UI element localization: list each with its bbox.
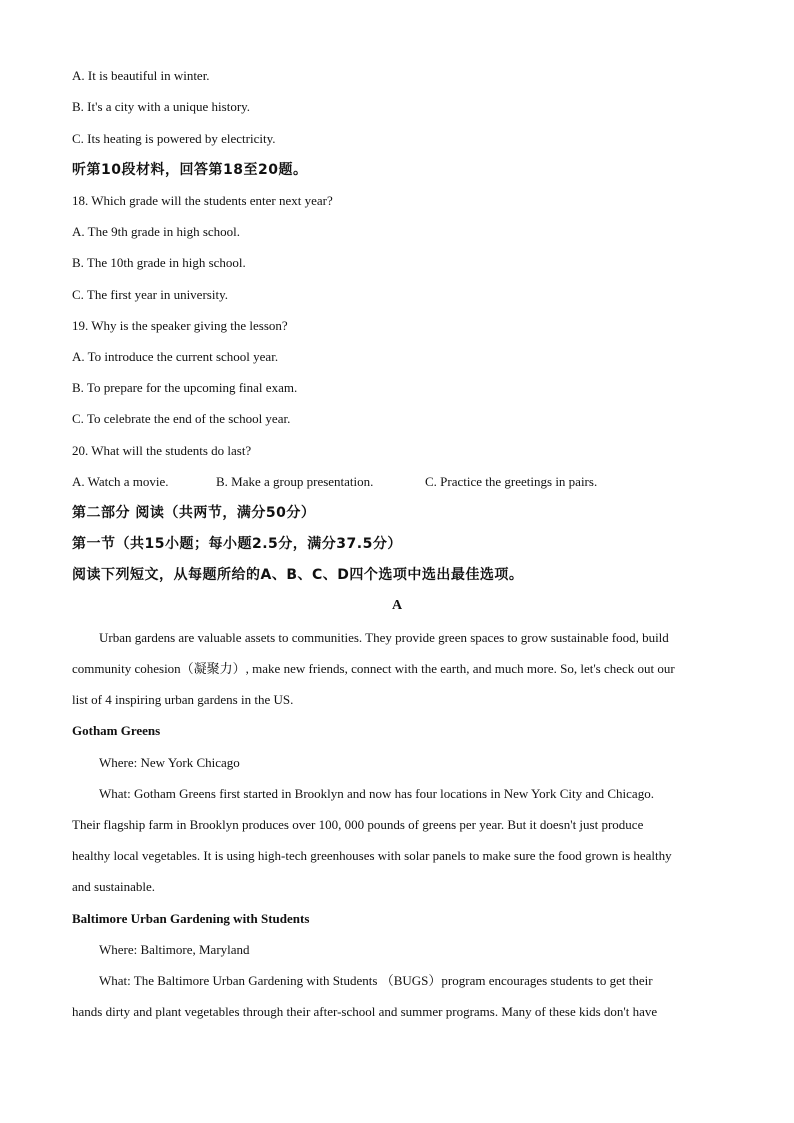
garden-what-line: What: Gotham Greens first started in Brooklyn and now has four locations in New York City and Chicago. <box>99 786 654 801</box>
garden-what-line: and sustainable. <box>72 879 156 894</box>
garden-where: Where: New York Chicago <box>99 755 240 770</box>
q20-option-c: C. Practice the greetings in pairs. <box>425 474 598 489</box>
passage-intro-line: community cohesion（凝聚力）, make new friends, connect with the earth, and much more. So, let's check out our <box>72 661 675 676</box>
garden-where: Where: Baltimore, Maryland <box>99 942 250 957</box>
q18-question: 18. Which grade will the students enter next year? <box>72 193 333 208</box>
garden-heading: Baltimore Urban Gardening with Students <box>72 911 310 926</box>
listening-instruction: 听第10段材料，回答第18至20题。 <box>72 162 308 178</box>
q19-question: 19. Why is the speaker giving the lesson? <box>72 318 288 333</box>
q19-option-b: B. To prepare for the upcoming final exam. <box>72 380 298 395</box>
garden-what-line: healthy local vegetables. It is using high-tech greenhouses with solar panels to make sure the food grown is healthy <box>72 848 672 863</box>
q18-option-b: B. The 10th grade in high school. <box>72 255 246 270</box>
q17-option-b: B. It's a city with a unique history. <box>72 99 251 114</box>
garden-what-line: hands dirty and plant vegetables through their after-school and summer programs. Many of these kids don't have <box>72 1004 658 1019</box>
passage-intro-line: list of 4 inspiring urban gardens in the US. <box>72 692 294 707</box>
q19-option-a: A. To introduce the current school year. <box>72 349 279 364</box>
q18-option-a: A. The 9th grade in high school. <box>72 224 241 239</box>
garden-heading: Gotham Greens <box>72 723 161 738</box>
q20-option-b: B. Make a group presentation. <box>216 474 374 489</box>
garden-what-line: Their flagship farm in Brooklyn produces over 100, 000 pounds of greens per year. But it doesn't just produce <box>72 817 644 832</box>
q20-question: 20. What will the students do last? <box>72 443 252 458</box>
q17-option-a: A. It is beautiful in winter. <box>72 68 210 83</box>
passage-title: A <box>391 598 403 613</box>
q20-option-a: A. Watch a movie. <box>72 474 169 489</box>
q19-option-c: C. To celebrate the end of the school year. <box>72 411 291 426</box>
q17-option-c: C. Its heating is powered by electricity. <box>72 131 276 146</box>
reading-instruction: 阅读下列短文，从每题所给的A、B、C、D四个选项中选出最佳选项。 <box>72 567 524 583</box>
q18-option-c: C. The first year in university. <box>72 287 228 302</box>
part2-heading: 第二部分 阅读（共两节，满分50分） <box>72 505 316 521</box>
garden-what-line: What: The Baltimore Urban Gardening with Students （BUGS）program encourages students to get their <box>99 973 653 988</box>
passage-intro-line: Urban gardens are valuable assets to communities. They provide green spaces to grow sustainable food, build <box>99 630 669 645</box>
section1-heading: 第一节（共15小题；每小题2.5分，满分37.5分） <box>72 536 402 552</box>
